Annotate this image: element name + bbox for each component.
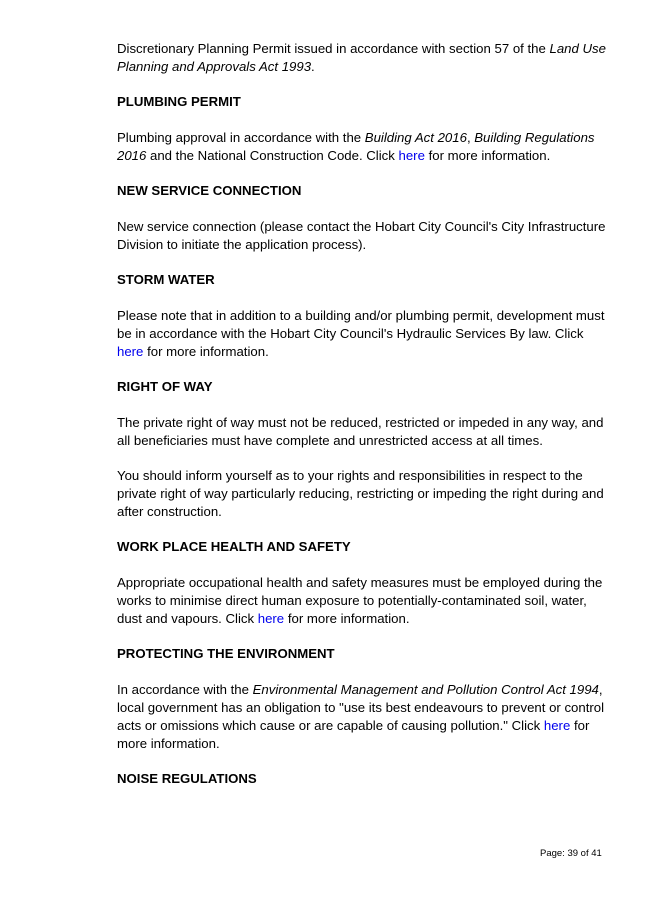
plumbing-text-2: and the National Construction Code. Click bbox=[146, 148, 399, 163]
whs-heading: WORK PLACE HEALTH AND SAFETY bbox=[117, 539, 351, 554]
env-act-title: Environmental Management and Pollution Control Act 1994 bbox=[252, 682, 599, 697]
environment-paragraph bbox=[117, 681, 609, 753]
whs-text-end: for more information. bbox=[284, 611, 410, 626]
whs-here-link[interactable]: here bbox=[257, 611, 285, 626]
plumbing-permit-heading: PLUMBING PERMIT bbox=[117, 94, 241, 109]
storm-paragraph bbox=[117, 307, 609, 361]
storm-water-heading: STORM WATER bbox=[117, 272, 215, 287]
plumbing-here-link[interactable]: here bbox=[398, 148, 425, 163]
right-of-way-paragraph-1: The private right of way must not be reduced, restricted or impeded in any way, and all beneficiaries must have complete and unrestricted access at all times. bbox=[117, 415, 604, 448]
intro-paragraph bbox=[117, 40, 609, 76]
plumbing-act-title: Building Act 2016 bbox=[364, 130, 467, 145]
intro-act-title: Land Use Planning and Approvals Act 1993 bbox=[117, 41, 606, 74]
storm-text-end: for more information. bbox=[143, 344, 269, 359]
plumbing-paragraph bbox=[117, 129, 609, 165]
plumbing-text-sep: , bbox=[466, 130, 475, 145]
env-text-2: , local government has an obligation to "use its best endeavours to prevent or control acts or omissions which cause or are capable of causing pollution." Click bbox=[117, 682, 605, 733]
whs-paragraph bbox=[117, 574, 609, 628]
right-of-way-paragraph-2: You should inform yourself as to your rights and responsibilities in respect to the private right of way particularly reducing, restricting or impeding the right during and after construction. bbox=[117, 468, 604, 519]
intro-text-end: . bbox=[311, 59, 315, 74]
plumbing-text: Plumbing approval in accordance with the bbox=[117, 130, 365, 145]
env-text: In accordance with the bbox=[117, 682, 253, 697]
storm-text: Please note that in addition to a building and/or plumbing permit, development must be in accordance with the Hobart City Council's Hydraulic Services By law. Click bbox=[117, 308, 605, 341]
env-here-link[interactable]: here bbox=[543, 718, 571, 733]
new-service-connection-heading: NEW SERVICE CONNECTION bbox=[117, 183, 302, 198]
intro-text: Discretionary Planning Permit issued in accordance with section 57 of the bbox=[117, 41, 550, 56]
service-paragraph: New service connection (please contact the Hobart City Council's City Infrastructure Division to initiate the application process). bbox=[117, 219, 606, 252]
plumbing-regulations-title: Building Regulations 2016 bbox=[117, 130, 595, 163]
storm-here-link[interactable]: here bbox=[117, 344, 144, 359]
whs-text: Appropriate occupational health and safety measures must be employed during the works to minimise direct human exposure to potentially-contaminated soil, water, dust and vapours. Click bbox=[117, 575, 603, 626]
right-of-way-heading: RIGHT OF WAY bbox=[117, 379, 213, 394]
document-body bbox=[117, 40, 609, 806]
page-number: Page: 39 of 41 bbox=[540, 848, 602, 859]
plumbing-text-end: for more information. bbox=[424, 148, 551, 163]
env-text-end: for more information. bbox=[117, 718, 590, 751]
protecting-environment-heading: PROTECTING THE ENVIRONMENT bbox=[117, 646, 335, 661]
noise-regulations-heading: NOISE REGULATIONS bbox=[117, 771, 257, 786]
